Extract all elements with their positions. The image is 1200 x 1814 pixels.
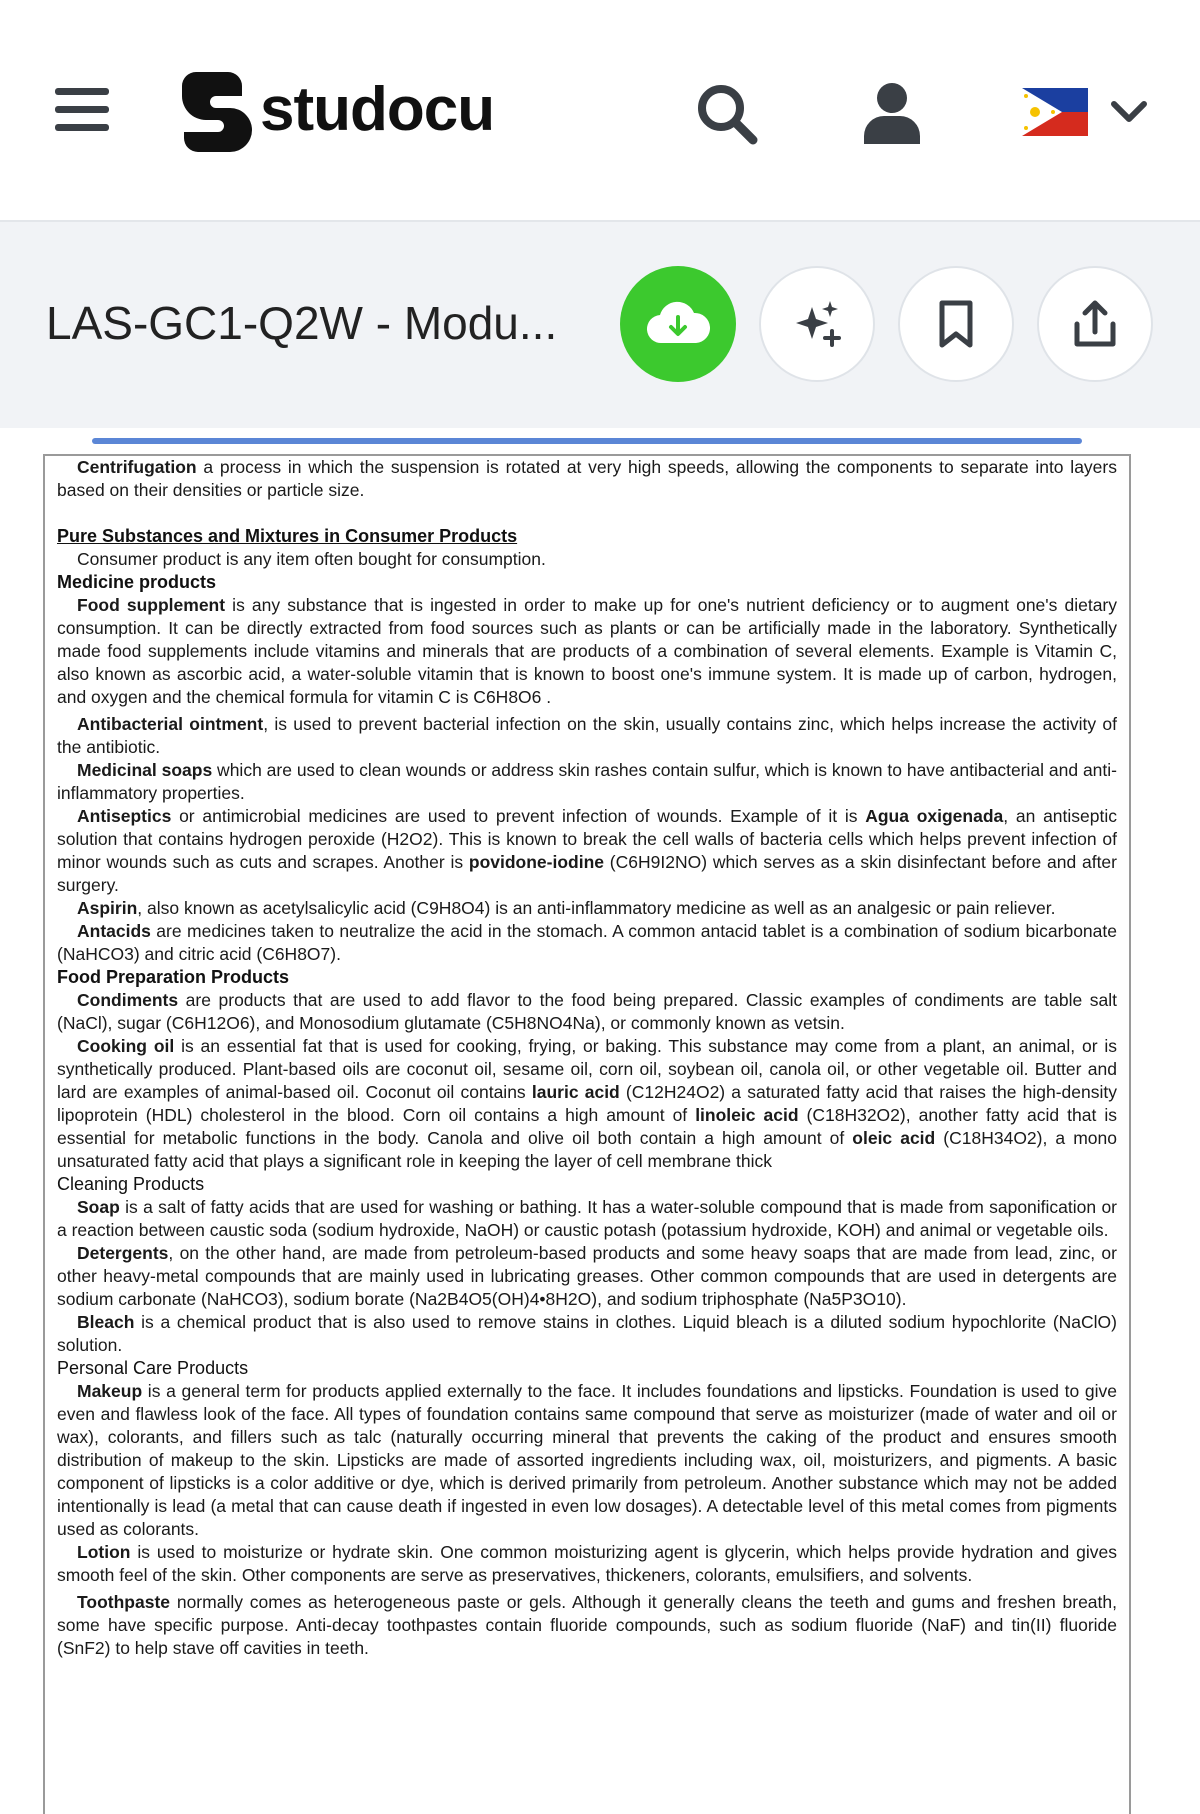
text-bleach: is a chemical product that is also used to remove stains in clothes. Liquid bleach is a diluted sodium hypochlorite (NaClO) solution. [57,1312,1117,1355]
menu-icon[interactable] [55,88,109,132]
medicine-heading: Medicine products [57,572,217,592]
term-food-supplement: Food supplement [77,595,226,615]
top-navigation-bar [0,0,1200,222]
paragraph-bleach [57,1311,1117,1357]
term-lotion: Lotion [77,1542,131,1562]
paragraph-cooking-oil [57,1035,1117,1173]
paragraph-aspirin [57,897,1117,920]
bookmark-button[interactable] [898,266,1014,382]
term-lauric-acid: lauric acid [531,1082,620,1102]
share-button[interactable] [1037,266,1153,382]
philippines-flag-icon [1022,88,1088,136]
paragraph-soap [57,1196,1117,1242]
bookmark-icon [936,299,976,349]
personal-care-heading: Personal Care Products [57,1358,249,1378]
language-selector[interactable] [1022,84,1162,140]
term-aspirin: Aspirin [77,898,138,918]
term-toothpaste: Toothpaste [77,1592,171,1612]
text-lotion: is used to moisturize or hydrate skin. One common moisturizing agent is glycerin, which helps provide hydration and gives smooth feel of the skin. Other components are serve as preservatives, thickeners, colorants, emulsifiers, and solvents. [57,1542,1117,1585]
search-icon[interactable] [693,80,759,146]
sparkle-icon [790,297,844,351]
paragraph-makeup [57,1380,1117,1541]
paragraph-toothpaste [57,1591,1117,1660]
term-antiseptics: Antiseptics [77,806,172,826]
term-soap: Soap [77,1197,120,1217]
text-cooking-3: (C18H32O2), another fatty acid that is essential for metabolic functions in the body. Canola and olive oil both contain a high amount of [57,1105,1117,1148]
term-condiments: Condiments [77,990,179,1010]
chevron-down-icon [1110,100,1148,124]
text-antiseptics-2: , an antiseptic solution that contains hydrogen peroxide (H2O2). This is known to break the cell walls of bacteria cells which helps prevent infection of minor wounds such as cuts and scrapes. Another is [57,806,1117,872]
term-cooking-oil: Cooking oil [77,1036,175,1056]
paragraph-antiseptics [57,805,1117,897]
term-detergents: Detergents [77,1243,169,1263]
term-antibacterial: Antibacterial ointment [77,714,264,734]
text-antiseptics-1: or antimicrobial medicines are used to prevent infection of wounds. Example of it is [171,806,866,826]
term-medicinal-soaps: Medicinal soaps [77,760,213,780]
text-cooking-1: is an essential fat that is used for cooking, frying, or baking. This substance may come from a plant, an animal, or is synthetically produced. Plant-based oils are coconut oil, sesame oil, corn oil, soybean oil, canola oil, or other vegetable oil. Butter and lard are examples of animal-based oil. Coconut oil contains [57,1036,1117,1102]
share-icon [1071,298,1119,350]
term-linoleic-acid: linoleic acid [695,1105,799,1125]
term-oleic-acid: oleic acid [852,1128,936,1148]
cleaning-heading: Cleaning Products [57,1174,205,1194]
cloud-download-icon [646,299,710,349]
logo-text: studocu [260,74,495,144]
paragraph-detergents [57,1242,1117,1311]
text-soap: is a salt of fatty acids that are used for washing or bathing. It has a water-soluble compound that is made from saponification or a reaction between caustic soda (sodium hydroxide, NaOH) or caustic potash (potassium hydroxide, KOH) and animal or vegetable oils. [57,1197,1117,1240]
paragraph-medicinal-soaps [57,759,1117,805]
text-antiseptics-3: (C6H9I2NO) which serves as a skin disinfectant before and after surgery. [57,852,1117,895]
text-cooking-2: (C12H24O2) a saturated fatty acid that raises the high-density lipoprotein (HDL) cholesterol in the blood. Corn oil contains a high amount of [57,1082,1117,1125]
document-title: LAS-GC1-Q2W - Modu... [46,297,558,349]
consumer-definition: Consumer product is any item often bought for consumption. [77,549,546,569]
text-aspirin: , also known as acetylsalicylic acid (C9H8O4) is an anti-inflammatory medicine as well as an analgesic or pain reliever. [137,898,1056,918]
food-heading: Food Preparation Products [57,967,290,987]
document-page [43,454,1131,1814]
text-detergents: , on the other hand, are made from petroleum-based products and some heavy soaps that are made from lead, zinc, or other heavy-metal compounds that are mainly used in lubricating greases. Other common compounds that are used in detergents are sodium carbonate (NaHCO3), sodium borate (Na2B4O5(OH)4•8H2O), and sodium triphosphate (Na5P3O10). [57,1243,1117,1309]
term-agua-oxigenada: Agua oxigenada [865,806,1004,826]
ai-sparkle-button[interactable] [759,266,875,382]
paragraph-food-supplement [57,594,1117,709]
text-medicinal-soaps: which are used to clean wounds or address skin rashes contain sulfur, which is known to have antibacterial and anti-inflammatory properties. [57,760,1117,803]
text-condiments: are products that are used to add flavor to the food being prepared. Classic examples of condiments are table salt (NaCl), sugar (C6H12O6), and Monosodium glutamate (C5H8NO4Na), or commonly known as vetsin. [57,990,1117,1033]
paragraph-centrifugation [57,456,1117,502]
term-povidone-iodine: povidone-iodine [468,852,605,872]
term-makeup: Makeup [77,1381,143,1401]
text-centrifugation: a process in which the suspension is rotated at very high speeds, allowing the components to separate into layers based on their densities or particle size. [57,457,1117,500]
download-button[interactable] [620,266,736,382]
paragraph-lotion [57,1541,1117,1587]
studocu-logo[interactable] [162,64,494,154]
reading-progress-bar [92,438,1082,444]
studocu-logo-icon [162,64,254,154]
text-food-supplement: is any substance that is ingested in order to make up for one's nutrient deficiency or to augment one's dietary consumption. It can be directly extracted from food sources such as plants or can be artificially made in the laboratory. Synthetically made food supplements include vitamins and minerals that are products of a combination of several elements. Example is Vitamin C, also known as ascorbic acid, a water-soluble vitamin that is known to boost one's immune system. It is made up of carbon, hydrogen, and oxygen and the chemical formula for vitamin C is C6H8O6 . [57,595,1118,707]
term-bleach: Bleach [77,1312,135,1332]
paragraph-condiments [57,989,1117,1035]
text-cooking-4: (C18H34O2), a mono unsaturated fatty acid that plays a significant role in keeping the layer of cell membrane thick [57,1128,1117,1171]
paragraph-antacids [57,920,1117,966]
user-account-icon[interactable] [860,80,924,146]
text-antacids: are medicines taken to neutralize the acid in the stomach. A common antacid tablet is a combination of sodium bicarbonate (NaHCO3) and citric acid (C6H8O7). [57,921,1117,964]
term-centrifugation: Centrifugation [77,457,197,477]
text-toothpaste: normally comes as heterogeneous paste or gels. Although it generally cleans the teeth and gums and freshen breath, some have specific purpose. Anti-decay toothpastes contain fluoride compounds, such as sodium fluoride (NaF) and tin(II) fluoride (SnF2) to help stave off cavities in teeth. [57,1592,1117,1658]
text-makeup: is a general term for products applied externally to the face. It includes foundations and lipsticks. Foundation is used to give even and flawless look of the face. All types of foundation contains same compound that serve as moisturizer (made of water and oil or wax), colorants, and fillers such as talc (naturally occurring mineral that prevents the caking of the product and ensures smooth distribution of makeup to the skin. Lipsticks are made of assorted ingredients including wax, oil, moisturizers, and pigments. A basic component of lipsticks is a color additive or dye, which is derived primarily from petroleum. Another substance which may not be added intentionally is lead (a metal that can cause death if ingested in even low dosages). A detectable level of this metal comes from pigments used as colorants. [57,1381,1117,1539]
paragraph-antibacterial [57,713,1117,759]
text-antibacterial: , is used to prevent bacterial infection on the skin, usually contains zinc, which helps increase the activity of the antibiotic. [57,714,1117,757]
section-heading: Pure Substances and Mixtures in Consumer Products [57,526,518,546]
term-antacids: Antacids [77,921,151,941]
